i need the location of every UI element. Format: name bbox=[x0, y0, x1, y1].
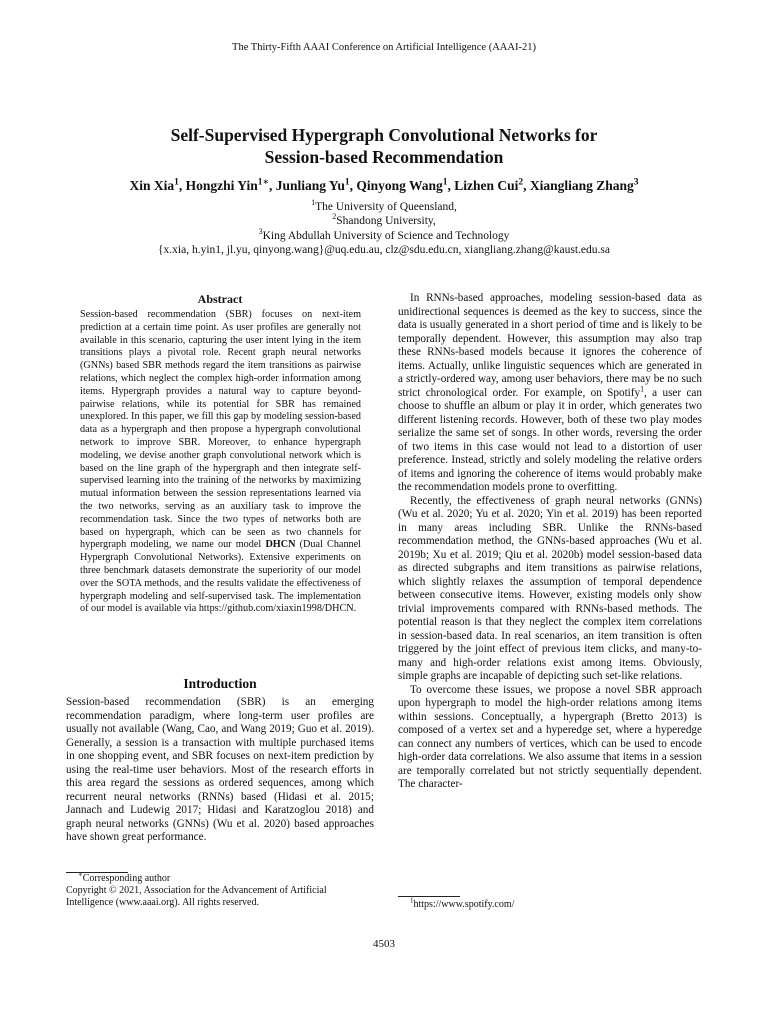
introduction-heading: Introduction bbox=[183, 676, 257, 691]
introduction-text bbox=[66, 696, 374, 845]
footnote-spotify: $^1$https://www.spotify.com/ bbox=[410, 896, 515, 910]
author-affiliation-mark: 1 bbox=[442, 177, 448, 188]
abstract-text: Session-based recommendation (SBR) focuses on next-item prediction at a certain time point. As user profiles are generally not available in this scenario, capturing the user intent lying in the item transitions plays a pivotal role. Recent graph neural networks (GNNs) based SBR methods regard the item transitions as pairwise relations, which neglect the complex high-order information among items. Hypergraph provides a natural way to capture beyond-pairwise relations, while its potential for SBR has remained unexplored. In this paper, we fill this gap by modeling session-based data as a hypergraph and then propose a hypergraph convolutional network to improve SBR. Moreover, to enhance hypergraph modeling, we devise another graph convolutional network which is based on the line graph of the hypergraph and then integrate self-supervised learning into the training of the networks by maximizing mutual information between the session representations learned via the two networks, serving as an auxiliary task to improve the recommendation task. Since the two types of networks both are based on hypergraph, which can be seen as two channels for hypergraph modeling, we name our model DHCN (Dual Channel Hypergraph Convolutional Networks). Extensive experiments on three benchmark datasets demonstrate the superiority of our model over the SOTA methods, and the results validate the effectiveness of hypergraph modeling and self-supervised task. The implementation of our model is available via https://github.com/xiaxin1998/DHCN. bbox=[80, 309, 361, 615]
author-name: Xin Xia bbox=[129, 178, 175, 193]
paper-title-line-1: Self-Supervised Hypergraph Convolutional Networks for bbox=[170, 125, 598, 145]
author-name: Lizhen Cui bbox=[454, 178, 519, 193]
paragraph: To overcome these issues, we propose a novel SBR approach upon hypergraph to model the high-order relations among items within sessions. Conceptually, a hypergraph (Bretto 2013) is composed of a vertex set and a hyperedge set, where a hyperedge can connect any numbers of vertices, which can be used to encode high-order data correlations. We also assume that items in a session are temporally correlated but not strictly sequentially dependent. The character- bbox=[398, 683, 702, 790]
abstract-heading: Abstract bbox=[197, 292, 243, 306]
paragraph: Recently, the effectiveness of graph neural networks (GNNs) (Wu et al. 2020; Yu et al. 2020; Yin et al. 2019) has been reported in many areas including SBR. Unlike the RNNs-based recommendation method, the GNNs-based approaches (Wu et al. 2019b; Xu et al. 2019; Qiu et al. 2020b) model session-based data as directed subgraphs and item transitions as pairwise relations, which slightly relaxes the assumption of temporal dependence between consecutive items. However, existing models only show trivial improvements compared with RNNs-based methods. The potential reason is that they neglect the complex item correlations in session-based data. In real scenarios, an item transition is often triggered by the joint effect of previous item clicks, and many-to-many and high-order relations exist among items. Obviously, simple graphs are incapable of depicting such set-like relations. bbox=[398, 494, 702, 682]
affiliation-3: $^3$King Abdullah University of Science and Technology bbox=[258, 226, 510, 242]
affiliations bbox=[0, 200, 768, 257]
author-affiliation-mark: 1∗ bbox=[257, 177, 269, 188]
footnote-corresponding: ∗Corresponding author bbox=[78, 870, 171, 884]
author-affiliation-mark: 3 bbox=[633, 177, 639, 188]
copyright-notice: Copyright © 2021, Association for the Advancement of Artificial Intelligence (www.aaai.org). All rights reserved. bbox=[66, 885, 327, 908]
footnote-mark: 1 bbox=[640, 383, 645, 393]
footnotes-left bbox=[66, 872, 374, 909]
author-name: Hongzhi Yin bbox=[185, 178, 258, 193]
author-affiliation-mark: 1 bbox=[344, 177, 350, 188]
right-column-text bbox=[398, 292, 702, 792]
author-list: Xin Xia$^1$, Hongzhi Yin$^{1∗}$, Junliang Yu$^1$, Qinyong Wang$^1$, Lizhen Cui$^2$, Xiangliang Zhang$^3$ bbox=[129, 177, 639, 193]
author-name: Junliang Yu bbox=[275, 178, 345, 193]
author-emails: {x.xia, h.yin1, jl.yu, qinyong.wang}@uq.edu.au, clz@sdu.edu.cn, xiangliang.zhang@kaust.edu.sa bbox=[158, 243, 610, 256]
author-name: Qinyong Wang bbox=[356, 178, 443, 193]
author-affiliation-mark: 2 bbox=[518, 177, 524, 188]
author-affiliation-mark: 1 bbox=[174, 177, 179, 188]
paragraph: In RNNs-based approaches, modeling session-based data as unidirectional sequences is deemed as the key to success, since the data is usually generated in a short period of time and is likely to be temporally dependent. However, this assumption may also trap these RNNs-based models because it ignores the coherence of items. Actually, unlike linguistic sequences which are generated in a strictly-ordered way, among user behaviors, there may be no such strict chronological order. For example, on Spotify$^1$, a user can choose to shuffle an album or play it in order, which generates two different listening records. However, both of these two play modes serialize the same set of songs. In other words, reversing the order of two items in this case would not lead to a distortion of user preference. Instead, strictly and solely modeling the relative orders of items and ignoring the coherence of items would probably make the recommendation models prone to overfitting. bbox=[398, 292, 702, 493]
affiliation-2: $^2$Shandong University, bbox=[332, 212, 436, 228]
author-name: Xiangliang Zhang bbox=[529, 178, 634, 193]
paragraph: Session-based recommendation (SBR) is an emerging recommendation paradigm, where long-term user profiles are usually not available (Wang, Cao, and Wang 2019; Guo et al. 2019). Generally, a session is a transaction with multiple purchased items in one shopping event, and SBR focuses on next-item prediction by using the real-time user behaviors. Most of the research efforts in this area regard the sessions as ordered sequences, among which recurrent neural networks (RNNs) based (Hidasi et al. 2015; Jannach and Ludewig 2017; Hidasi and Karatzoglou 2018) and graph neural networks (GNNs) (Wu et al. 2020) based approaches have shown great performance. bbox=[66, 696, 374, 843]
conference-header: The Thirty-Fifth AAAI Conference on Artificial Intelligence (AAAI-21) bbox=[232, 42, 536, 53]
paper-title-line-2: Session-based Recommendation bbox=[264, 147, 504, 167]
paper-title bbox=[0, 124, 768, 168]
page-number: 4503 bbox=[373, 938, 395, 950]
footnotes-right bbox=[398, 896, 702, 911]
model-name: DHCN bbox=[265, 539, 296, 551]
affiliation-1: $^1$The University of Queensland, bbox=[311, 198, 457, 213]
